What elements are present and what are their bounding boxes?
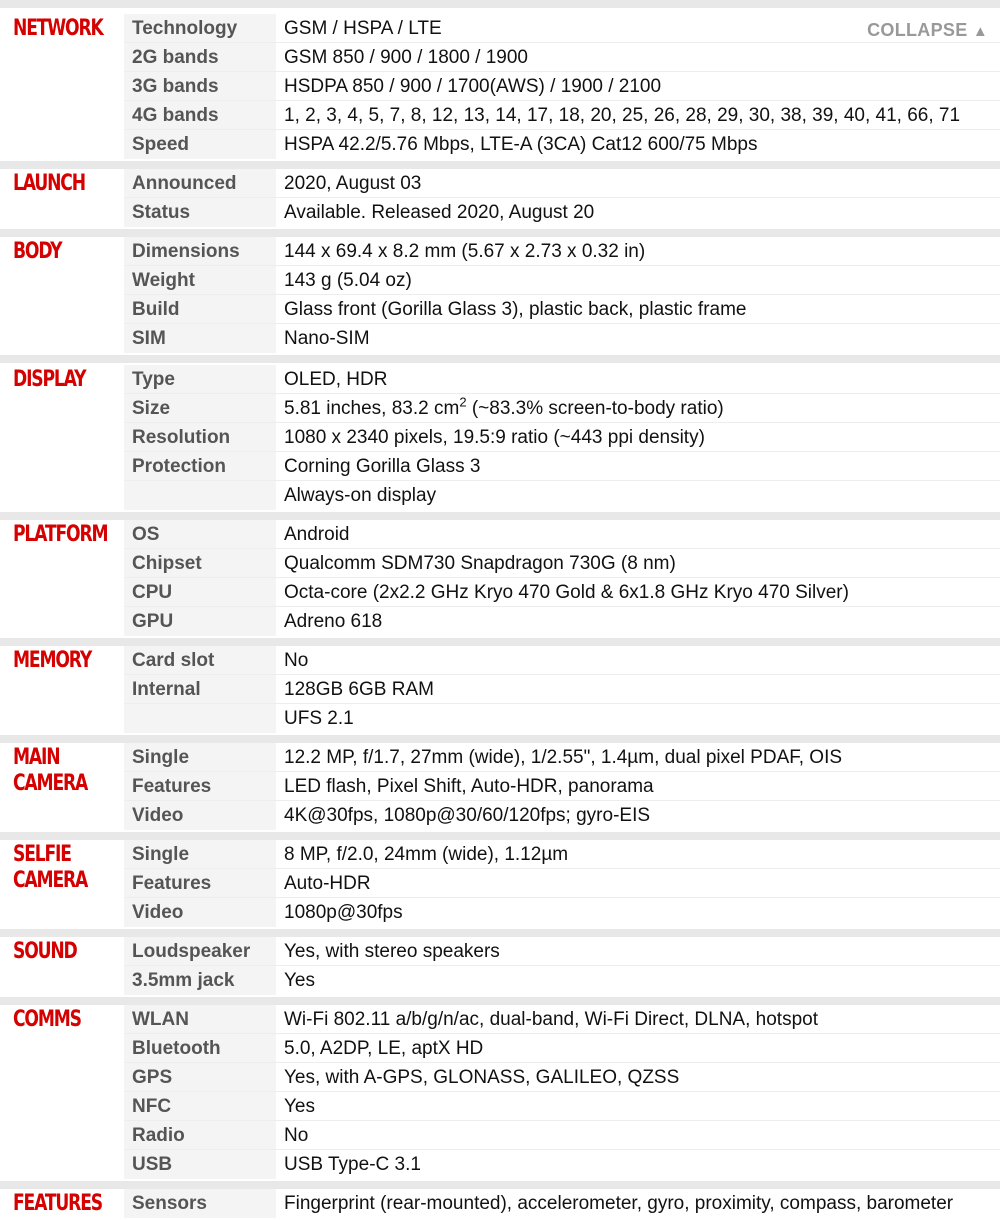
- section-memory: [0, 646, 1000, 743]
- spec-value-text: 143 g (5.04 oz): [284, 270, 412, 291]
- spec-value-text: LED flash, Pixel Shift, Auto-HDR, panorama: [284, 776, 654, 797]
- section-title-line: NETWORK: [13, 16, 103, 41]
- spec-rows: [124, 237, 1000, 353]
- section-platform: [0, 520, 1000, 646]
- spec-rows: [124, 646, 1000, 733]
- spec-row: [124, 423, 1000, 452]
- spec-row: [124, 394, 1000, 423]
- section-title-line: MEMORY: [13, 648, 92, 673]
- spec-row: [124, 937, 1000, 966]
- section-main-camera: [0, 743, 1000, 840]
- spec-value-text: Yes: [284, 970, 315, 991]
- spec-value: [284, 578, 1000, 607]
- spec-label[interactable]: Build: [124, 295, 276, 323]
- spec-label[interactable]: Video: [124, 801, 276, 830]
- spec-value: [284, 266, 1000, 295]
- spec-label[interactable]: Announced: [124, 169, 276, 197]
- spec-row: [124, 869, 1000, 898]
- section-title-line: BODY: [13, 239, 62, 264]
- spec-row: [124, 266, 1000, 295]
- spec-rows: [124, 937, 1000, 995]
- spec-value: [284, 130, 1000, 159]
- section-title: [13, 842, 100, 894]
- spec-row: [124, 365, 1000, 394]
- spec-value: [284, 1121, 1000, 1150]
- section-title: [13, 1191, 100, 1217]
- spec-value: [284, 743, 1000, 772]
- superscript: 2: [459, 394, 467, 410]
- spec-row: [124, 72, 1000, 101]
- section-title: [13, 367, 100, 393]
- spec-value-text: 1, 2, 3, 4, 5, 7, 8, 12, 13, 14, 17, 18, 20, 25, 26, 28, 29, 30, 38, 39, 40, 41, 66, 71: [284, 105, 961, 126]
- spec-row: [124, 1121, 1000, 1150]
- spec-value-text: 144 x 69.4 x 8.2 mm (5.67 x 2.73 x 0.32 in): [284, 241, 646, 262]
- spec-rows: [124, 365, 1000, 510]
- spec-label[interactable]: 3.5mm jack: [124, 966, 276, 995]
- spec-value: [284, 869, 1000, 898]
- spec-row: [124, 646, 1000, 675]
- spec-value: [284, 481, 1000, 510]
- spec-value-text: 128GB 6GB RAM: [284, 679, 434, 700]
- spec-value: [284, 198, 1000, 227]
- spec-label[interactable]: Internal: [124, 675, 276, 703]
- section-title-line: DISPLAY: [13, 367, 86, 392]
- spec-label[interactable]: Status: [124, 198, 276, 227]
- section-title-line: CAMERA: [13, 771, 88, 796]
- spec-value: [284, 675, 1000, 704]
- spec-label[interactable]: Type: [124, 365, 276, 393]
- spec-value: [284, 394, 1000, 423]
- spec-value-text: Auto-HDR: [284, 873, 371, 894]
- spec-label[interactable]: Sensors: [124, 1189, 276, 1218]
- spec-row: [124, 801, 1000, 830]
- spec-label[interactable]: Loudspeaker: [124, 937, 276, 965]
- spec-label[interactable]: OS: [124, 520, 276, 548]
- section-launch: [0, 169, 1000, 237]
- spec-row: [124, 675, 1000, 704]
- spec-label[interactable]: Size: [124, 394, 276, 422]
- top-divider: [0, 0, 1000, 8]
- spec-row: [124, 101, 1000, 130]
- spec-label[interactable]: GPS: [124, 1063, 276, 1091]
- section-title: [13, 648, 100, 674]
- spec-label[interactable]: Resolution: [124, 423, 276, 451]
- spec-label[interactable]: Radio: [124, 1121, 276, 1149]
- spec-rows: [124, 1005, 1000, 1179]
- spec-value-text: Yes, with A-GPS, GLONASS, GALILEO, QZSS: [284, 1067, 680, 1088]
- spec-value-text: Yes, with stereo speakers: [284, 941, 500, 962]
- spec-row: [124, 43, 1000, 72]
- spec-label[interactable]: Video: [124, 898, 276, 927]
- spec-label[interactable]: 2G bands: [124, 43, 276, 71]
- spec-value: [284, 101, 1000, 130]
- spec-value-text: Android: [284, 524, 350, 545]
- spec-row: [124, 1063, 1000, 1092]
- spec-row: [124, 840, 1000, 869]
- spec-value-text: 1080 x 2340 pixels, 19.5:9 ratio (~443 ppi density): [284, 427, 705, 448]
- spec-label[interactable]: CPU: [124, 578, 276, 606]
- spec-label[interactable]: SIM: [124, 324, 276, 353]
- spec-rows: [124, 169, 1000, 227]
- section-title: [13, 745, 100, 797]
- spec-value: [284, 646, 1000, 675]
- spec-value: [284, 520, 1000, 549]
- spec-value: [284, 772, 1000, 801]
- spec-label[interactable]: Chipset: [124, 549, 276, 577]
- section-title: [13, 1007, 100, 1033]
- spec-label[interactable]: WLAN: [124, 1005, 276, 1033]
- spec-value: [284, 72, 1000, 101]
- spec-value: [284, 801, 1000, 830]
- spec-label[interactable]: USB: [124, 1150, 276, 1179]
- spec-label[interactable]: Single: [124, 840, 276, 868]
- spec-row: [124, 1189, 1000, 1218]
- section-title-line: FEATURES: [13, 1191, 102, 1216]
- spec-label[interactable]: Dimensions: [124, 237, 276, 265]
- spec-label[interactable]: NFC: [124, 1092, 276, 1120]
- section-title: [13, 939, 100, 965]
- spec-value: [284, 1189, 1000, 1218]
- section-comms: [0, 1005, 1000, 1189]
- spec-label[interactable]: 3G bands: [124, 72, 276, 100]
- spec-value: [284, 237, 1000, 266]
- spec-label[interactable]: [124, 704, 276, 733]
- spec-value: [284, 1063, 1000, 1092]
- section-title: [13, 522, 108, 548]
- section-selfie-camera: [0, 840, 1000, 937]
- spec-value-text: HSDPA 850 / 900 / 1700(AWS) / 1900 / 2100: [284, 76, 662, 97]
- section-display: [0, 363, 1000, 520]
- spec-value: [284, 607, 1000, 636]
- spec-label[interactable]: 4G bands: [124, 101, 276, 129]
- spec-rows: [124, 520, 1000, 636]
- spec-value-text: HSPA 42.2/5.76 Mbps, LTE-A (3CA) Cat12 600/75 Mbps: [284, 134, 758, 155]
- spec-row: [124, 198, 1000, 227]
- spec-rows: [124, 743, 1000, 830]
- spec-row: [124, 772, 1000, 801]
- spec-value: [284, 840, 1000, 869]
- spec-value-text: No: [284, 1125, 309, 1146]
- spec-value-text: Fingerprint (rear-mounted), accelerometer, gyro, proximity, compass, barometer: [284, 1193, 954, 1214]
- spec-label[interactable]: Protection: [124, 452, 276, 480]
- spec-value-text: Wi-Fi 802.11 a/b/g/n/ac, dual-band, Wi-Fi Direct, DLNA, hotspot: [284, 1009, 818, 1030]
- spec-value: [284, 937, 1000, 966]
- spec-label[interactable]: Single: [124, 743, 276, 771]
- spec-rows: [124, 840, 1000, 927]
- triangle-up-icon: ▲: [972, 23, 988, 40]
- spec-value-text: GSM / HSPA / LTE: [284, 18, 442, 39]
- spec-value: [284, 1092, 1000, 1121]
- spec-value-text: Yes: [284, 1096, 315, 1117]
- spec-value: [284, 1150, 1000, 1179]
- spec-value: [284, 169, 1000, 198]
- spec-label[interactable]: Weight: [124, 266, 276, 294]
- section-body: [0, 237, 1000, 363]
- spec-row: [124, 237, 1000, 266]
- spec-value-text: USB Type-C 3.1: [284, 1154, 421, 1175]
- spec-label[interactable]: Technology: [124, 14, 276, 42]
- spec-row: [124, 549, 1000, 578]
- spec-value: [284, 966, 1000, 995]
- spec-value: [284, 365, 1000, 394]
- specs-table: [0, 8, 1000, 1220]
- spec-row: [124, 520, 1000, 549]
- spec-value-text: Glass front (Gorilla Glass 3), plastic back, plastic frame: [284, 299, 747, 320]
- spec-row: [124, 578, 1000, 607]
- spec-value-text: Octa-core (2x2.2 GHz Kryo 470 Gold & 6x1.8 GHz Kryo 470 Silver): [284, 582, 849, 603]
- spec-value-text: Corning Gorilla Glass 3: [284, 456, 481, 477]
- spec-label[interactable]: Speed: [124, 130, 276, 159]
- spec-value-text: 2020, August 03: [284, 173, 422, 194]
- spec-value: [284, 423, 1000, 452]
- section-title-line: SELFIE: [13, 842, 71, 867]
- section-title-line: SOUND: [13, 939, 77, 964]
- spec-value: [284, 295, 1000, 324]
- spec-label[interactable]: Card slot: [124, 646, 276, 674]
- spec-row: [124, 1005, 1000, 1034]
- spec-label[interactable]: Bluetooth: [124, 1034, 276, 1062]
- section-title-line: MAIN: [13, 745, 60, 770]
- spec-label[interactable]: Features: [124, 869, 276, 897]
- section-sound: [0, 937, 1000, 1005]
- spec-row: [124, 324, 1000, 353]
- spec-label[interactable]: [124, 481, 276, 510]
- spec-row: [124, 704, 1000, 733]
- collapse-button[interactable]: [867, 20, 988, 41]
- spec-value-text: 5.81 inches, 83.2 cm: [284, 398, 460, 419]
- section-title-line: PLATFORM: [13, 522, 108, 547]
- spec-value-text: Adreno 618: [284, 611, 383, 632]
- spec-value-text: No: [284, 650, 309, 671]
- section-features: [0, 1189, 1000, 1220]
- section-network: [0, 8, 1000, 169]
- spec-label[interactable]: GPU: [124, 607, 276, 636]
- spec-row: [124, 1034, 1000, 1063]
- spec-row: [124, 898, 1000, 927]
- spec-value: [284, 1005, 1000, 1034]
- spec-value: [284, 704, 1000, 733]
- spec-value-text: 4K@30fps, 1080p@30/60/120fps; gyro-EIS: [284, 805, 651, 826]
- spec-value-text: OLED, HDR: [284, 369, 388, 390]
- spec-value-text: Nano-SIM: [284, 328, 370, 349]
- spec-value-text: Available. Released 2020, August 20: [284, 202, 595, 223]
- spec-row: [124, 295, 1000, 324]
- spec-value: [284, 452, 1000, 481]
- spec-value: [284, 898, 1000, 927]
- spec-row: [124, 169, 1000, 198]
- collapse-label: COLLAPSE: [867, 20, 968, 40]
- spec-value: [284, 1034, 1000, 1063]
- spec-value: [284, 549, 1000, 578]
- spec-row: [124, 966, 1000, 995]
- spec-value-text: 8 MP, f/2.0, 24mm (wide), 1.12µm: [284, 844, 569, 865]
- spec-row: [124, 743, 1000, 772]
- spec-value-text: GSM 850 / 900 / 1800 / 1900: [284, 47, 529, 68]
- spec-value-text: 12.2 MP, f/1.7, 27mm (wide), 1/2.55", 1.4µm, dual pixel PDAF, OIS: [284, 747, 843, 768]
- spec-value-text: Qualcomm SDM730 Snapdragon 730G (8 nm): [284, 553, 676, 574]
- spec-value-text: Always-on display: [284, 485, 437, 506]
- spec-label[interactable]: Features: [124, 772, 276, 800]
- spec-row: [124, 130, 1000, 159]
- section-title: [13, 171, 100, 197]
- section-title: [13, 16, 103, 42]
- spec-row: [124, 1092, 1000, 1121]
- section-title: [13, 239, 100, 265]
- spec-row: [124, 607, 1000, 636]
- spec-rows: [124, 1189, 1000, 1218]
- spec-value-text: 1080p@30fps: [284, 902, 403, 923]
- section-title-line: COMMS: [13, 1007, 81, 1032]
- spec-value-text: UFS 2.1: [284, 708, 354, 729]
- spec-value: [284, 324, 1000, 353]
- spec-row: [124, 452, 1000, 481]
- spec-row: [124, 481, 1000, 510]
- section-title-line: LAUNCH: [13, 171, 85, 196]
- spec-value: [284, 43, 1000, 72]
- section-title-line: CAMERA: [13, 868, 88, 893]
- spec-value-text: 5.0, A2DP, LE, aptX HD: [284, 1038, 484, 1059]
- spec-row: [124, 1150, 1000, 1179]
- spec-value-suffix: (~83.3% screen-to-body ratio): [466, 398, 724, 419]
